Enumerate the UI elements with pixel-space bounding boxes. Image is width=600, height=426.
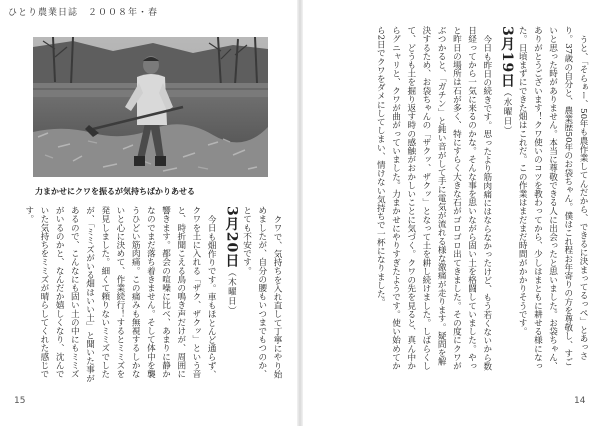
book-gutter [297,0,303,426]
page-number-left: 15 [14,396,26,406]
entry-paragraph: 今日も昨日の続きです。思ったより筋肉痛にはならなかったけど、もう若くないから数日経ってから一気に来るのかな。そんな事を思いながら固い土を格闘していました。やっと昨日の場所は石が多く、特にすらく大きな石がゴロゴロ出てきました。その度にクワがぶつかると、「ガチン」と鈍い音がして手に電気が流れる様な激痛が走ります。疑問を解決するため、お袋ちゃんの「ザクッ、ザクッ」となって土を耕し続けました。しばらくして、どうも土を掘り返す時の感触がおかしいことに気づく。クワの先を見ると、真ん中からグニャリと、クワが曲がっていました。力まかせにやりすぎたようです。使い始めてから2日でクワをダメにしてしまい、情けない気持ちで一杯になりました。 [375,26,492,370]
photo-caption: 力まかせにクワを振るが気持ちばかりあせる [35,186,195,196]
farmer-with-hoe-photo [33,37,268,177]
entry-weekday: （木曜日） [226,268,237,316]
page-number-right: 14 [574,396,586,406]
continuation-paragraph: クワで、気持ちを入れ直して丁寧にやり始めましたが、自分の腰もいつまでもつのか、とても不安です。 [241,206,282,378]
entry-date-heading [223,206,238,384]
entry-date: 3月19日 [498,26,515,89]
entry-weekday: （水曜日） [501,88,512,136]
continuation-paragraph: うと、「そらぁー、50年も農作業してんだから、できるに決まってるっぺ」とあっさり。37歳の自分と、農業歴50年のお袋ちゃん。僕はこれ程お年寄りの方を尊敬し、すごいと思った時がありません。本当に尊敬できる人に出会ったと思いました。お袋ちゃん、ありがとうございます！クワ使いのコツを教わってから、少しはまともに耕せる様になった。日頃まずにできた畑はこれだ。この作業はまだまだ時間がかかりそうです。 [517,26,588,370]
left-page-text [14,206,284,384]
entry-date: 3月20日 [223,206,240,269]
running-head: ひとり農業日誌 ２００８年・春 [8,8,159,18]
right-page-text [322,26,590,374]
entry-date-heading [499,26,514,374]
entry-paragraph: 今日も畑作りです。車もほとんど通らず、クワを土に入れる「ザク、ザクッ」という音と、時折聞こえる鳥の鳴き声だけが、周囲に響きます。都会の喧噪に比べ、あまりに静かなのでまだ落ち着きません。そして体中を襲うひどい筋肉痛。この痛みも無視するしかないと心に決めて、作業続行！するとミミズを発見しました。細くて頼りないミミズでしたが、「ミミズがいる畑はいい土」と聞いた事があるので、こんなにも固い土の中にもミミズがいるのかと、なんだか嬉しくなり、沈んでいた気持ちをミミズが晴らしてくれた感じです。 [23,206,217,383]
